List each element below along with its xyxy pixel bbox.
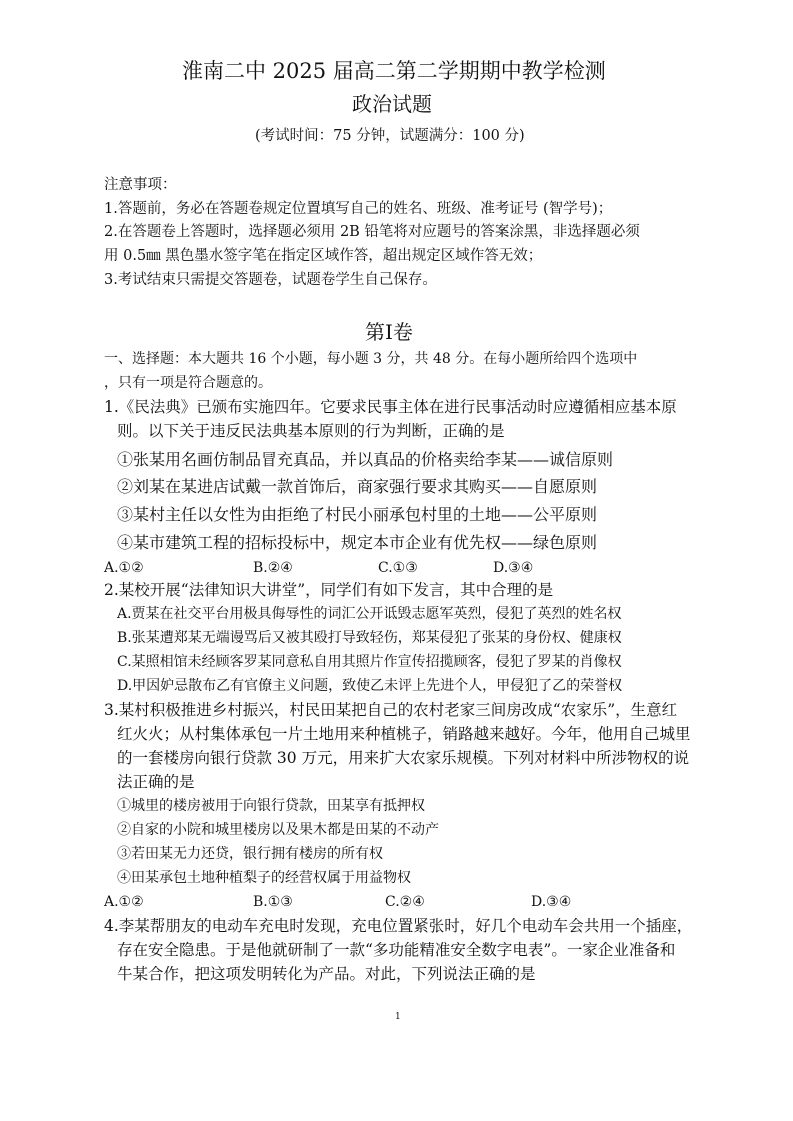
q3-claim: ①城里的楼房被用于向银行贷款，田某享有抵押权: [117, 798, 425, 814]
q3-claim: ②自家的小院和城里楼房以及果木都是田某的不动产: [117, 822, 439, 838]
q3-choice: D.③④: [531, 894, 572, 910]
q3-stem: 法正确的是: [117, 773, 195, 791]
notes-heading: 注意事项：: [104, 177, 177, 193]
q3-choice: B.①③: [253, 894, 293, 910]
section-instruction: 一、选择题：本大题共 16 个小题，每小题 3 分，共 48 分。在每小题所给四个选项中: [104, 351, 638, 367]
q1-claim: ①张某用名画仿制品冒充真品，并以真品的价格卖给李某——诚信原则: [117, 450, 614, 469]
q1-choice: D.③④: [493, 560, 534, 576]
exam-title: 淮南二中 2025 届高二第二学期期中教学检测: [182, 59, 606, 83]
volume-heading: 第Ⅰ卷: [365, 320, 413, 344]
q4-stem: 4.李某帮朋友的电动车充电时发现，充电位置紧张时，好几个电动车会共用一个插座，: [104, 917, 693, 935]
q2-option: C.某照相馆未经顾客罗某同意私自用其照片作宣传招揽顾客，侵犯了罗某的肖像权: [117, 654, 622, 670]
subject-title: 政治试题: [352, 92, 432, 116]
q3-claim: ③若田某无力还贷，银行拥有楼房的所有权: [117, 846, 383, 862]
q1-claim: ④某市建筑工程的招标投标中，规定本市企业有优先权——绿色原则: [117, 533, 598, 552]
q2-option: A.贾某在社交平台用极具侮辱性的词汇公开诋毁志愿军英烈，侵犯了英烈的姓名权: [117, 606, 622, 622]
page-number: 1: [395, 1012, 401, 1022]
note-line: 用 0.5㎜ 黑色墨水签字笔在指定区域作答，超出规定区域作答无效；: [104, 248, 543, 264]
note-line: 1.答题前，务必在答题卷规定位置填写自己的姓名、班级、准考证号 (智学号)；: [104, 201, 613, 217]
q3-claim: ④田某承包土地种植梨子的经营权属于用益物权: [117, 870, 411, 886]
q4-stem: 存在安全隐患。于是他就研制了一款“多功能精准安全数字电表”。一家企业准备和: [117, 941, 676, 959]
q3-choice: C.②④: [385, 894, 425, 910]
note-line: 2.在答题卷上答题时，选择题必须用 2B 铅笔将对应题号的答案涂黑，非选择题必须: [104, 224, 640, 240]
q3-choice: A.①②: [104, 894, 144, 910]
q3-stem: 3.某村积极推进乡村振兴，村民田某把自己的农村老家三间房改成“农家乐”，生意红: [104, 701, 678, 719]
section-instruction: ，只有一项是符合题意的。: [104, 375, 272, 391]
q2-option: D.甲因妒忌散布乙有官僚主义问题，致使乙未评上先进个人，甲侵犯了乙的荣誉权: [117, 678, 623, 694]
exam-info: (考试时间：75 分钟，试题满分：100 分): [255, 128, 525, 144]
q3-stem: 的一套楼房向银行贷款 30 万元，用来扩大农家乐规模。下列对材料中所涉物权的说: [117, 749, 690, 767]
q1-claim: ③某村主任以女性为由拒绝了村民小丽承包村里的土地——公平原则: [117, 505, 598, 524]
q1-claim: ②刘某在某进店试戴一款首饰后，商家强行要求其购买——自愿原则: [117, 477, 598, 496]
q1-stem: 1.《民法典》已颁布实施四年。它要求民事主体在进行民事活动时应遵循相应基本原: [104, 398, 677, 416]
note-line: 3.考试结束只需提交答题卷，试题卷学生自己保存。: [104, 272, 437, 288]
q1-choice: B.②④: [253, 560, 293, 576]
q1-choice: C.①③: [378, 560, 418, 576]
q2-stem: 2.某校开展“法律知识大讲堂”，同学们有如下发言，其中合理的是: [104, 581, 554, 599]
q1-choice: A.①②: [104, 560, 144, 576]
q1-stem: 则。以下关于违反民法典基本原则的行为判断，正确的是: [117, 422, 505, 440]
q4-stem: 牛某合作，把这项发明转化为产品。对此，下列说法正确的是: [117, 965, 536, 983]
q3-stem: 红火火；从村集体承包一片土地用来种植桃子，销路越来越好。今年，他用自己城里: [117, 725, 691, 743]
q2-option: B.张某遭郑某无端谩骂后又被其殴打导致轻伤，郑某侵犯了张某的身份权、健康权: [117, 630, 622, 646]
